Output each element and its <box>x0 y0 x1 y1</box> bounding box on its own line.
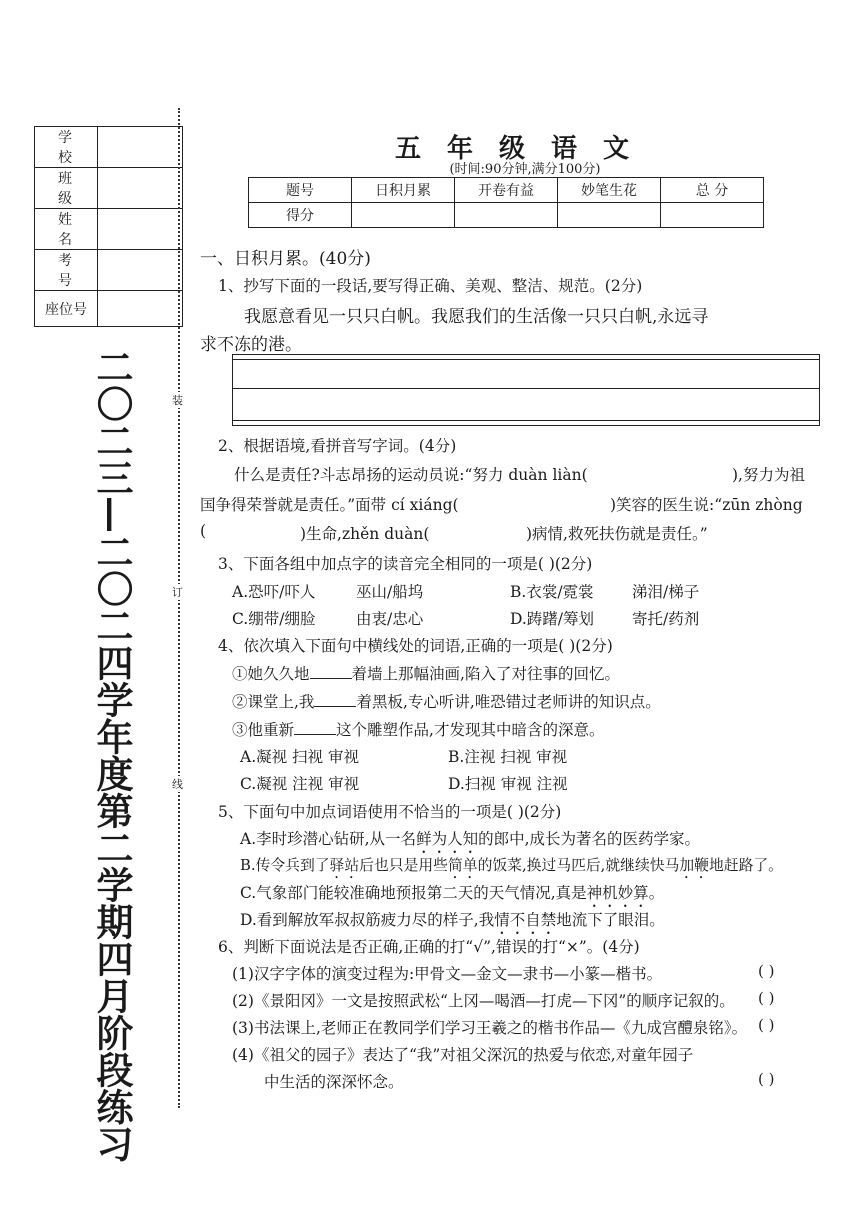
q4-prompt: 4、依次填入下面句中横线处的词语,正确的一项是( )(2分) <box>218 637 613 655</box>
q2-prompt: 2、根据语境,看拼音写字词。(4分) <box>218 437 457 455</box>
name-label: 姓 名 <box>35 209 98 250</box>
score-header: 妙笔生花 <box>558 178 661 203</box>
class-label: 班 级 <box>35 168 98 209</box>
binding-line <box>178 108 180 1108</box>
seat-number-label: 座位号 <box>35 291 98 327</box>
school-field[interactable] <box>98 127 183 168</box>
q2-line3c: )病情,救死扶伤就是责任。” <box>526 525 708 543</box>
q2-line3b: )生命,zhěn duàn( <box>300 525 430 543</box>
score-header: 题号 <box>249 178 352 203</box>
score-header: 总 分 <box>661 178 764 203</box>
q3-option-c1[interactable]: C.绷带/绷脸 <box>232 610 316 628</box>
q3-prompt: 3、下面各组中加点字的读音完全相同的一项是( )(2分) <box>218 555 593 573</box>
exam-number-label: 考 号 <box>35 250 98 291</box>
binding-mark-xian: 线 <box>172 778 183 791</box>
student-info-table <box>34 126 183 327</box>
score-cell[interactable] <box>558 203 661 228</box>
vertical-exam-title: 二〇二三—二〇二四学年度第二学期四月阶段练习 <box>90 348 134 1162</box>
score-row-label: 得分 <box>249 203 352 228</box>
q2-line2b: )笑容的医生说:“zūn zhòng <box>610 496 803 514</box>
school-label: 学 校 <box>35 127 98 168</box>
q6-answer2[interactable]: ( ) <box>758 989 775 1007</box>
q6-item3: (3)书法课上,老师正在教同学们学习王羲之的楷书作品—《九成宫醴泉铭》。 <box>232 1019 748 1037</box>
q4-sentence2: ②课堂上,我 着黑板,专心听讲,唯恐错过老师讲的知识点。 <box>232 693 661 711</box>
q5-option-c[interactable]: C.气象部门能较准确地预报第二天的天气情况,真是神机妙算。 <box>240 884 665 902</box>
seat-number-field[interactable] <box>98 291 183 327</box>
q3-option-c2: 由衷/忠心 <box>356 610 424 628</box>
q6-answer1[interactable]: ( ) <box>758 962 775 980</box>
q2-line3a: ( <box>200 522 207 540</box>
exam-title: 五年级语文 <box>394 134 655 164</box>
score-table <box>248 177 764 228</box>
q4-option-c[interactable]: C.凝视 注视 审视 <box>240 775 360 793</box>
q5-option-b[interactable]: B.传令兵到了驿站后也只是用些简单的饭菜,换过马匹后,就继续快马加鞭地赶路了。 <box>240 857 783 874</box>
q5-option-a[interactable]: A.李时珍潜心钻研,从一名鲜为人知的郎中,成长为著名的医药学家。 <box>240 830 701 848</box>
q6-answer3[interactable]: ( ) <box>758 1016 775 1034</box>
q1-text-line2: 求不冻的港。 <box>200 335 302 355</box>
exam-number-field[interactable] <box>98 250 183 291</box>
q5-prompt: 5、下面句中加点词语使用不恰当的一项是( )(2分) <box>218 803 562 821</box>
q3-option-d1[interactable]: D.踌躇/筹划 <box>510 610 595 628</box>
binding-mark-ding: 订 <box>172 586 183 599</box>
q3-option-a2: 巫山/船坞 <box>356 583 424 601</box>
score-cell[interactable] <box>661 203 764 228</box>
binding-mark-zhuang: 装 <box>172 394 183 407</box>
class-field[interactable] <box>98 168 183 209</box>
q6-item2: (2)《景阳冈》一文是按照武松“上冈—喝酒—打虎—下冈”的顺序记叙的。 <box>232 992 735 1010</box>
exam-subtitle: (时间:90分钟,满分100分) <box>449 162 601 177</box>
q4-option-a[interactable]: A.凝视 扫视 审视 <box>240 748 359 766</box>
q5-option-d[interactable]: D.看到解放军叔叔筋疲力尽的样子,我情不自禁地流下了眼泪。 <box>240 911 665 929</box>
q3-option-b2: 涕泪/梯子 <box>632 583 700 601</box>
name-field[interactable] <box>98 209 183 250</box>
q1-writing-area[interactable] <box>232 354 820 426</box>
q2-line2a: 国争得荣誉就是责任。”面带 cí xiáng( <box>200 496 459 514</box>
q3-option-d2: 寄托/药剂 <box>632 610 700 628</box>
section1-heading: 一、日积月累。(40分) <box>200 249 371 269</box>
q6-item4-line2: 中生活的深深怀念。 <box>264 1073 404 1091</box>
q2-line1b: ),努力为祖 <box>732 466 805 484</box>
q4-option-d[interactable]: D.扫视 审视 注视 <box>448 775 568 793</box>
score-cell[interactable] <box>455 203 558 228</box>
q4-option-b[interactable]: B.注视 扫视 审视 <box>448 748 568 766</box>
q4-sentence1: ①她久久地 着墙上那幅油画,陷入了对往事的回忆。 <box>232 665 620 683</box>
score-cell[interactable] <box>352 203 455 228</box>
q1-text-line1: 我愿意看见一只只白帆。我愿我们的生活像一只只白帆,永远寻 <box>244 307 709 327</box>
score-header: 日积月累 <box>352 178 455 203</box>
q6-item4-line1: (4)《祖父的园子》表达了“我”对祖父深沉的热爱与依恋,对童年园子 <box>232 1046 694 1064</box>
q6-prompt: 6、判断下面说法是否正确,正确的打“√”,错误的打“×”。(4分) <box>218 938 640 956</box>
q2-line1a: 什么是责任?斗志昂扬的运动员说:“努力 duàn liàn( <box>234 466 588 484</box>
q6-item1: (1)汉字字体的演变过程为:甲骨文—金文—隶书—小篆—楷书。 <box>232 965 663 983</box>
q1-prompt: 1、抄写下面的一段话,要写得正确、美观、整洁、规范。(2分) <box>218 277 643 295</box>
q3-option-a1[interactable]: A.恐吓/吓人 <box>232 583 316 601</box>
q4-sentence3: ③他重新 这个雕塑作品,才发现其中暗含的深意。 <box>232 721 605 739</box>
score-header: 开卷有益 <box>455 178 558 203</box>
q3-option-b1[interactable]: B.衣裳/霓裳 <box>510 583 594 601</box>
q6-answer4[interactable]: ( ) <box>758 1070 775 1088</box>
